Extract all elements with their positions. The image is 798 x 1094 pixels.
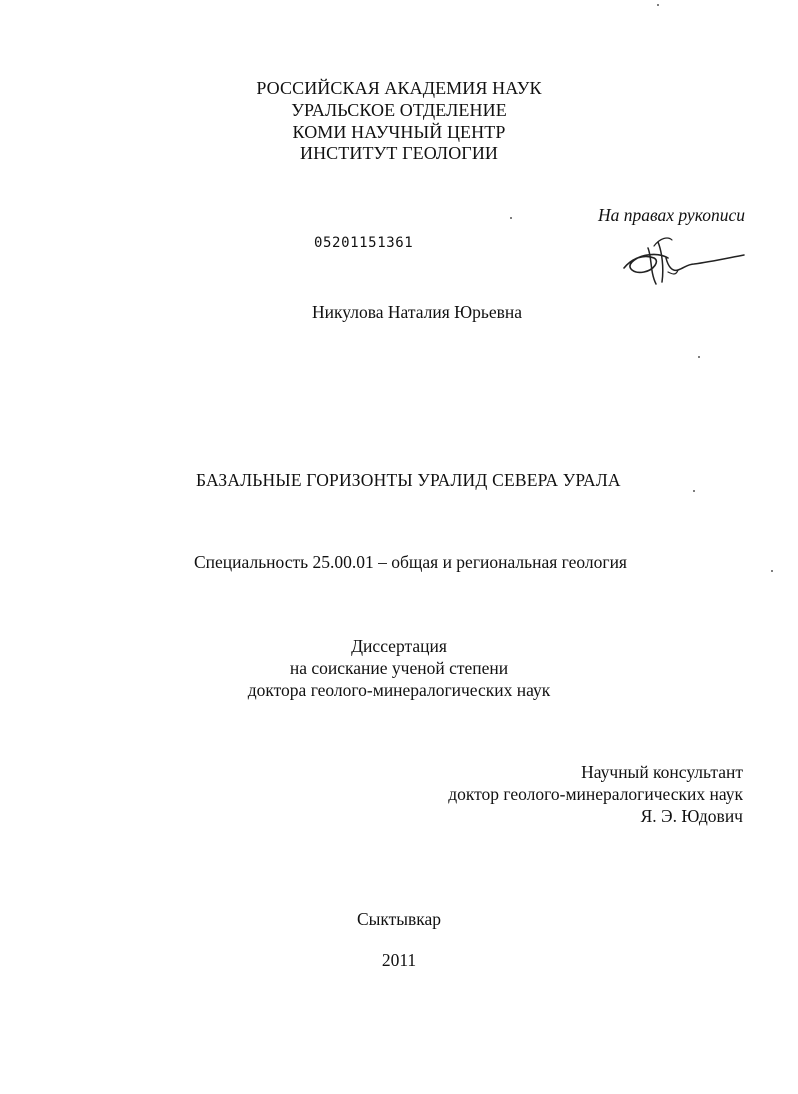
scan-speck (657, 4, 659, 6)
degree-field: доктора геолого-минералогических наук (247, 680, 551, 700)
consultant-role: Научный консультант (581, 762, 743, 782)
consultant-degree: доктор геолого-минералогических наук (448, 784, 743, 804)
author-name: Никулова Наталия Юрьевна (312, 302, 523, 322)
manuscript-rights-note: На правах рукописи (598, 205, 745, 225)
specialty-line: Специальность 25.00.01 – общая и региональная геология (194, 552, 627, 572)
degree-purpose: на соискание ученой степени (289, 658, 509, 678)
signature (614, 228, 748, 292)
center-name: КОМИ НАУЧНЫЙ ЦЕНТР (292, 122, 506, 142)
city: Сыктывкар (356, 909, 442, 929)
year: 2011 (381, 950, 417, 970)
scan-speck (698, 356, 700, 358)
scan-speck (771, 570, 773, 572)
consultant-name: Я. Э. Юдович (640, 806, 743, 826)
degree-type: Диссертация (351, 636, 447, 656)
institute-name: ИНСТИТУТ ГЕОЛОГИИ (299, 143, 499, 163)
academy-name: РОССИЙСКАЯ АКАДЕМИЯ НАУК (256, 78, 542, 98)
scan-speck (693, 490, 695, 492)
thesis-title: БАЗАЛЬНЫЕ ГОРИЗОНТЫ УРАЛИД СЕВЕРА УРАЛА (196, 470, 621, 490)
branch-name: УРАЛЬСКОЕ ОТДЕЛЕНИЕ (291, 100, 507, 120)
scan-speck (510, 217, 512, 219)
library-code: 05201151361 (314, 235, 414, 251)
